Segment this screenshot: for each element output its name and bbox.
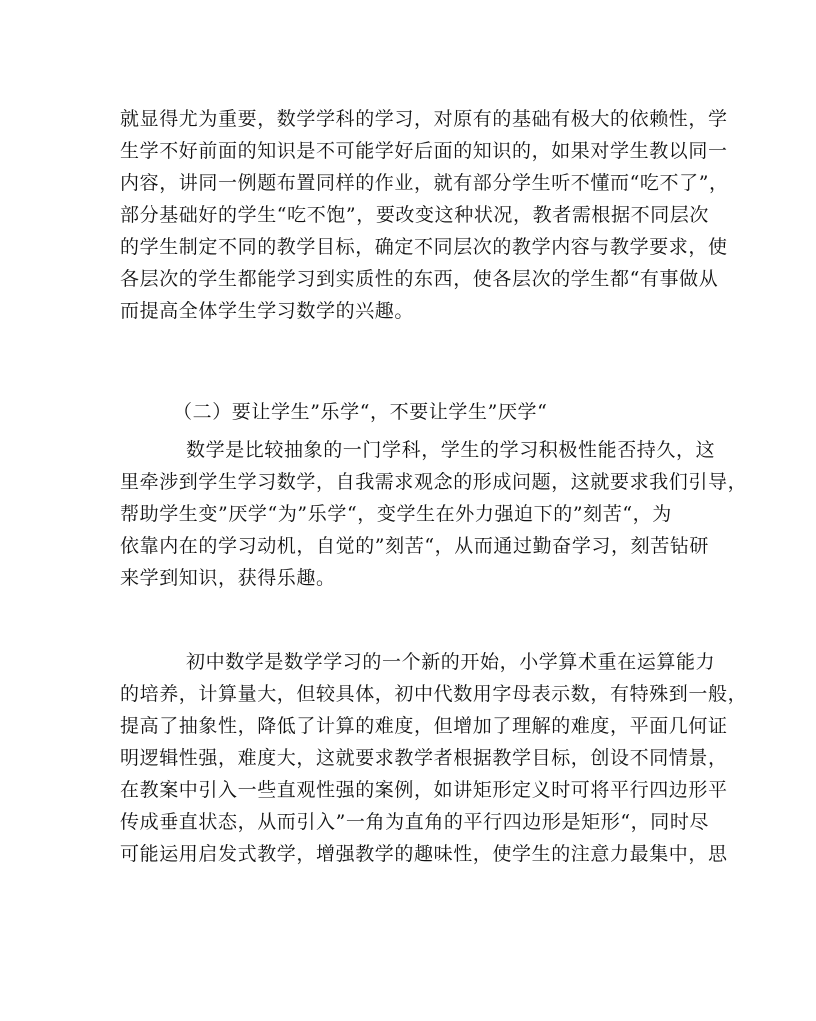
paragraph-line: 初中数学是数学学习的一个新的开始，小学算术重在运算能力 (186, 651, 716, 673)
paragraph-line: 生学不好前面的知识是不可能学好后面的知识的，如果对学生教以同一 (120, 140, 728, 162)
paragraph-line: 依靠内在的学习动机，自觉的”刻苦“，从而通过勤奋学习，刻苦钻研 (120, 535, 710, 557)
paragraph-line: 提高了抽象性，降低了计算的难度，但增加了理解的难度，平面几何证 (120, 715, 728, 737)
paragraph-2 (120, 434, 748, 594)
paragraph-3 (120, 646, 748, 870)
paragraph-line: 部分基础好的学生“吃不饱”，要改变这种状况，教者需根据不同层次 (120, 204, 710, 226)
paragraph-line: 就显得尤为重要，数学学科的学习，对原有的基础有极大的依赖性，学 (120, 108, 728, 130)
paragraph-line: 来学到知识，获得乐趣。 (120, 567, 336, 589)
paragraph-line: 内容，讲同一例题布置同样的作业，就有部分学生听不懂而“吃不了”， (120, 172, 729, 194)
paragraph-1 (120, 103, 729, 327)
paragraph-line: 可能运用启发式教学，增强教学的趣味性，使学生的注意力最集中，思 (120, 843, 728, 865)
section-heading-text: （二）要让学生”乐学“，不要让学生”厌学“ (173, 401, 548, 423)
paragraph-line: 在教案中引入一些直观性强的案例，如讲矩形定义时可将平行四边形平 (120, 779, 728, 801)
paragraph-line: 数学是比较抽象的一门学科，学生的学习积极性能否持久，这 (186, 439, 716, 461)
section-heading (120, 396, 698, 428)
paragraph-line: 的培养，计算量大，但较具体，初中代数用字母表示数，有特殊到一般， (120, 683, 748, 705)
paragraph-line: 明逻辑性强，难度大，这就要求教学者根据教学目标，创设不同情景， (120, 747, 728, 769)
paragraph-line: 而提高全体学生学习数学的兴趣。 (120, 300, 415, 322)
paragraph-line: 各层次的学生都能学习到实质性的东西，使各层次的学生都“有事做从 (120, 268, 719, 290)
paragraph-line: 帮助学生变”厌学“为”乐学“，变学生在外力强迫下的”刻苦“，为 (120, 503, 672, 525)
paragraph-line: 的学生制定不同的教学目标，确定不同层次的教学内容与教学要求，使 (120, 236, 728, 258)
paragraph-line: 传成垂直状态，从而引入”一角为直角的平行四边形是矩形“，同时尽 (120, 811, 710, 833)
paragraph-line: 里牵涉到学生学习数学，自我需求观念的形成问题，这就要求我们引导， (120, 471, 748, 493)
